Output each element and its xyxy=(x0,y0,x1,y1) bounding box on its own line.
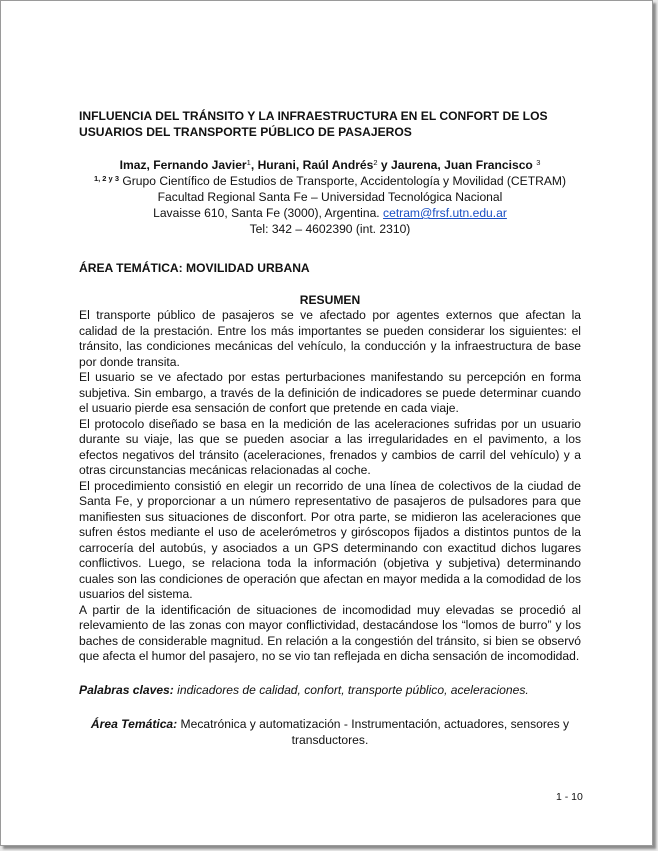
affiliation-sup: 1, 2 y 3 xyxy=(93,174,119,183)
author-sep-2: y xyxy=(377,158,391,172)
page-number: 1 - 10 xyxy=(556,791,583,803)
area-tematica xyxy=(79,716,581,748)
keywords-label: Palabras claves: xyxy=(79,682,174,697)
abstract-paragraph-4: El procedimiento consistió en elegir un recorrido de una línea de colectivos de la ciudad de Santa Fe, y proporcionar a un número representativo de pasajeros de pulsadores para que manifiesten sus situaciones de disconfort. Por otra parte, se midieron las aceleraciones que sufren éstos mediante el uso de acelerómetros y giróscopos fijados a distintos puntos de la carrocería del autobús, y asociados a un GPS determinando con exactitud dichos lugares conflictivos. Luego, se relaciona toda la información (objetiva y subjetiva) determinando cuales son las condiciones de operación que afectan en mayor medida a la comodidad de los usuarios del sistema. xyxy=(79,478,581,601)
affiliation-address: Lavaisse 610, Santa Fe (3000), Argentina. xyxy=(153,206,380,220)
author-block xyxy=(79,157,581,237)
author-1-sup: 1 xyxy=(246,158,251,167)
affiliation-line-3 xyxy=(79,205,581,221)
abstract-heading: RESUMEN xyxy=(299,293,361,307)
keywords-text: indicadores de calidad, confort, transporte público, aceleraciones. xyxy=(173,682,529,697)
author-3: Jaurena, Juan Francisco xyxy=(391,158,533,172)
author-1: Imaz, Fernando Javier xyxy=(119,158,247,172)
author-3-sup: 3 xyxy=(536,158,541,167)
author-2: Hurani, Raúl Andrés xyxy=(257,158,374,172)
author-line xyxy=(79,157,581,173)
affiliation-group: Grupo Científico de Estudios de Transporte, Accidentología y Movilidad (CETRAM) xyxy=(122,174,567,188)
area-tematica-label: Área Temática: xyxy=(90,716,178,731)
author-2-sup: 2 xyxy=(373,158,378,167)
abstract-paragraph-2: El usuario se ve afectado por estas perturbaciones manifestando su percepción en forma subjetiva. Sin embargo, a través de la definición de indicadores se puede determinar cuando el usuario pierde esa sensación de confort que pretende en cada viaje. xyxy=(79,370,581,415)
abstract-body xyxy=(79,308,581,665)
area-tematica-text: Mecatrónica y automatización - Instrumentación, actuadores, sensores y transductores. xyxy=(177,716,570,747)
author-sep-1: , xyxy=(250,158,258,172)
abstract-paragraph-3: El protocolo diseñado se basa en la medición de las aceleraciones sufridas por un usuario durante su viaje, las que se pueden asociar a las irregularidades en el pavimento, a los efectos negativos del tránsito (aceleraciones, frenados y cambios de carril del vehículo) y a otras circunstancias mecánicas relacionadas al coche. xyxy=(79,416,581,477)
abstract-paragraph-5: A partir de la identificación de situaciones de incomodidad muy elevadas se procedió al relevamiento de las zonas con mayor conflictividad, destacándose los “lomos de burro” y los baches de considerable magnitud. En relación a la congestión del tránsito, si bien se observó que afecta el humor del pasajero, no se vio tan reflejada en dicha sensación de incomodidad. xyxy=(79,602,581,663)
affiliation-line-1 xyxy=(79,173,581,189)
affiliation-phone: Tel: 342 – 4602390 (int. 2310) xyxy=(249,222,411,236)
affiliation-line-2: Facultad Regional Santa Fe – Universidad Tecnológica Nacional xyxy=(157,190,503,204)
keywords xyxy=(79,682,581,698)
email-link[interactable]: cetram@frsf.utn.edu.ar xyxy=(383,206,507,220)
paper-title: INFLUENCIA DEL TRÁNSITO Y LA INFRAESTRUCTURA EN EL CONFORT DE LOS USUARIOS DEL TRANSPORTE PÚBLICO DE PASAJEROS xyxy=(79,109,548,139)
thematic-area-heading: ÁREA TEMÁTICA: MOVILIDAD URBANA xyxy=(79,261,310,275)
page-content xyxy=(79,108,581,748)
abstract-paragraph-1: El transporte público de pasajeros se ve afectado por agentes externos que afectan la calidad de la prestación. Entre los más importantes se pueden considerar los siguientes: el tránsito, las condiciones mecánicas del vehículo, la conducción y la infraestructura de base por donde transita. xyxy=(79,308,581,369)
